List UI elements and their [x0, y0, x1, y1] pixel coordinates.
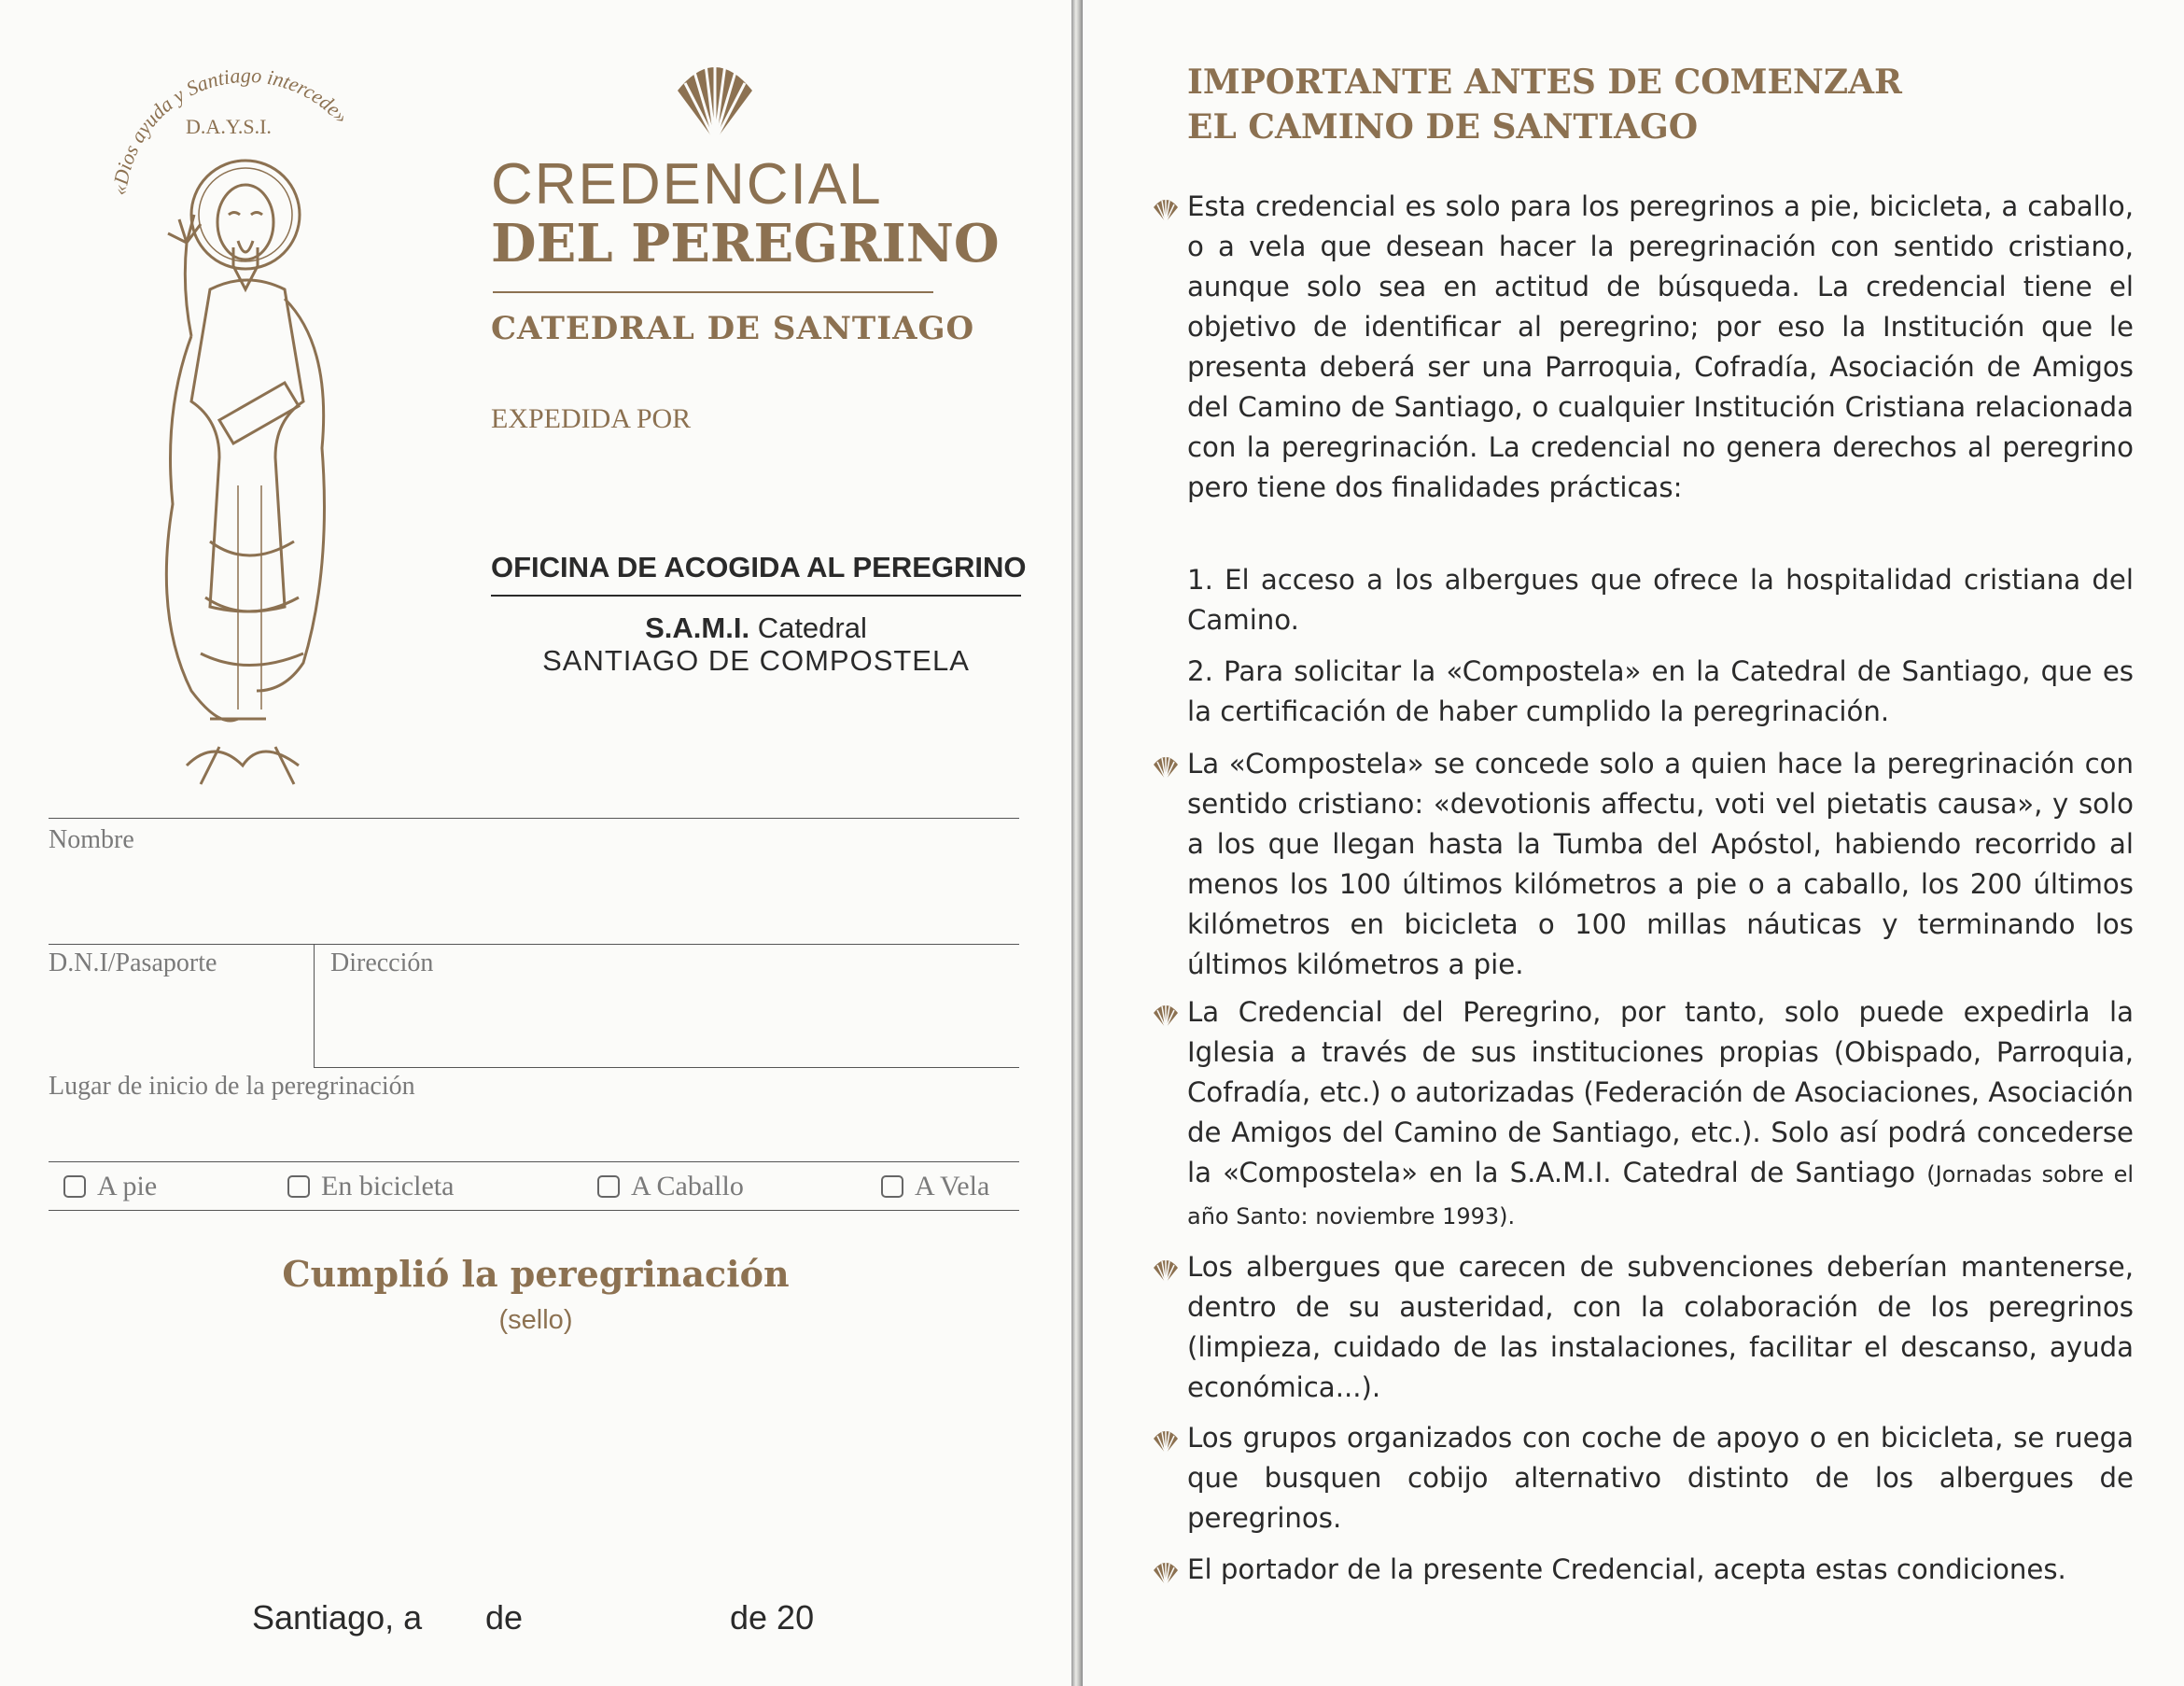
- paragraph: [1187, 1418, 2134, 1538]
- apostle-santiago-illustration: [98, 149, 341, 803]
- date-de-label: de: [485, 1598, 524, 1637]
- paragraph-text: Los grupos organizados con coche de apoyo o en bicicleta, se ruega que busquen cobijo alternativo distinto de los albergues de peregrinos.: [1187, 1422, 2134, 1534]
- paragraph: [1187, 1550, 2134, 1590]
- numbered-item: [1187, 560, 2134, 640]
- checkbox-a-vela[interactable]: [881, 1175, 903, 1198]
- title-divider: [493, 291, 933, 293]
- cumplio-heading: Cumplió la peregrinación: [282, 1253, 790, 1295]
- office-divider: [491, 595, 1021, 597]
- scallop-shell-icon: [1152, 1257, 1180, 1285]
- sami-catedral: Catedral: [749, 611, 867, 644]
- date-year-label: de 20: [730, 1598, 815, 1637]
- option-label: A Caballo: [631, 1171, 744, 1201]
- option-a-pie[interactable]: [63, 1171, 157, 1202]
- lugar-inicio-label: Lugar de inicio de la peregrinación: [49, 1072, 415, 1101]
- option-label: En bicicleta: [321, 1171, 455, 1201]
- title-del-peregrino: DEL PEREGRINO: [491, 213, 1000, 274]
- field-divider: [314, 944, 315, 1067]
- option-label: A Vela: [915, 1171, 990, 1201]
- paragraph-text: Esta credencial es solo para los peregrinos a pie, bicicleta, a caballo, o a vela que desean hacer la peregrinación con sentido cristiano, aunque solo sea en actitud de búsqueda. La credencial tiene el objetivo de identificar al peregrino; por eso la Institución que le presenta deberá ser una Parroquia, Cofradía, Asociación de Amigos del Camino de Santiago, o cualquier Institución Cristiana relacionada con la peregrinación. La credencial no genera derechos al peregrino pero tiene dos finalidades prácticas:: [1187, 190, 2134, 503]
- field-line: [49, 1210, 1019, 1211]
- scallop-shell-icon: [1152, 753, 1180, 781]
- checkbox-a-pie[interactable]: [63, 1175, 86, 1198]
- issuing-office-city: SANTIAGO DE COMPOSTELA: [542, 644, 970, 677]
- paragraph: [1187, 992, 2134, 1237]
- paragraph-text: El portador de la presente Credencial, acepta estas condiciones.: [1187, 1553, 2066, 1585]
- option-a-caballo[interactable]: [597, 1171, 744, 1202]
- paragraph-text: La Credencial del Peregrino, por tanto, solo puede expedirla la Iglesia a través de sus instituciones propias (Obispado, Parroquia, Cofradía, etc.) o autorizadas (Federación de Asociaciones, Asociación de Amigos del Camino de Santiago, etc.). Solo así podrá concederse la «Compostela» en la S.A.M.I. Catedral de Santiago: [1187, 996, 2134, 1188]
- paragraph-note: (Jornadas sobre el año Santo: noviembre 1993).: [1187, 1161, 2135, 1229]
- instructions-title-line1: IMPORTANTE ANTES DE COMENZAR: [1187, 63, 1902, 102]
- instructions-title-line2: EL CAMINO DE SANTIAGO: [1187, 107, 1699, 147]
- nombre-label: Nombre: [49, 825, 134, 854]
- sello-label: (sello): [498, 1305, 573, 1335]
- field-line: [49, 944, 1019, 945]
- option-label: A pie: [97, 1171, 158, 1201]
- paragraph: [1187, 1247, 2134, 1408]
- title-credencial: CREDENCIAL: [491, 152, 883, 217]
- dni-label: D.N.I/Pasaporte: [49, 948, 217, 977]
- paragraph-text: Los albergues que carecen de subvenciones deberían mantenerse, dentro de su austeridad, con la colaboración de los peregrinos (limpieza, cuidado de las instalaciones, facilitar el descanso, ayuda económica...).: [1187, 1251, 2134, 1403]
- issuing-office-name: OFICINA DE ACOGIDA AL PEREGRINO: [491, 551, 1027, 583]
- field-line: [314, 1067, 1019, 1068]
- scallop-shell-icon: [1152, 1002, 1180, 1030]
- credential-front-page: [0, 0, 1071, 1686]
- booklet-fold: [1071, 0, 1083, 1686]
- scallop-shell-logo-icon: [672, 51, 758, 143]
- field-line: [49, 1161, 1019, 1162]
- subtitle-catedral: CATEDRAL DE SANTIAGO: [491, 310, 975, 347]
- instructions-title: [1187, 60, 1902, 149]
- option-en-bicicleta[interactable]: [287, 1171, 454, 1202]
- scallop-shell-icon: [1152, 196, 1180, 224]
- numbered-item: [1187, 652, 2134, 732]
- field-line: [49, 818, 1019, 819]
- paragraph-text: La «Compostela» se concede solo a quien hace la peregrinación con sentido cristiano: «devotionis affectu, voti vel pietatis causa», y solo a los que llegan hasta la Tumba del Apóstol, habiendo recorrido al menos los 100 últimos kilómetros a pie o a caballo, los 200 últimos kilómetros en bicicleta o 100 millas náuticas y terminando los últimos kilómetros a pie.: [1187, 748, 2134, 980]
- numbered-item-text: 1. El acceso a los albergues que ofrece la hospitalidad cristiana del Camino.: [1187, 564, 2134, 636]
- option-a-vela[interactable]: [881, 1171, 989, 1202]
- checkbox-a-caballo[interactable]: [597, 1175, 620, 1198]
- scallop-shell-icon: [1152, 1427, 1180, 1455]
- scallop-shell-icon: [1152, 1559, 1180, 1587]
- expedida-por-label: EXPEDIDA POR: [491, 403, 692, 434]
- checkbox-en-bicicleta[interactable]: [287, 1175, 310, 1198]
- direccion-label: Dirección: [330, 948, 434, 977]
- issuing-office-cathedral: [491, 611, 1021, 645]
- numbered-item-text: 2. Para solicitar la «Compostela» en la Catedral de Santiago, que es la certificación de haber cumplido la peregrinación.: [1187, 655, 2134, 727]
- motto-initials: D.A.Y.S.I.: [186, 115, 272, 138]
- svg-text:«Dios ayuda y Santiago interce: «Dios ayuda y Santiago intercede»: [107, 63, 354, 197]
- sami-abbrev: S.A.M.I.: [645, 611, 750, 644]
- paragraph: [1187, 744, 2134, 985]
- paragraph: [1187, 187, 2134, 508]
- date-santiago-label: Santiago, a: [252, 1598, 423, 1637]
